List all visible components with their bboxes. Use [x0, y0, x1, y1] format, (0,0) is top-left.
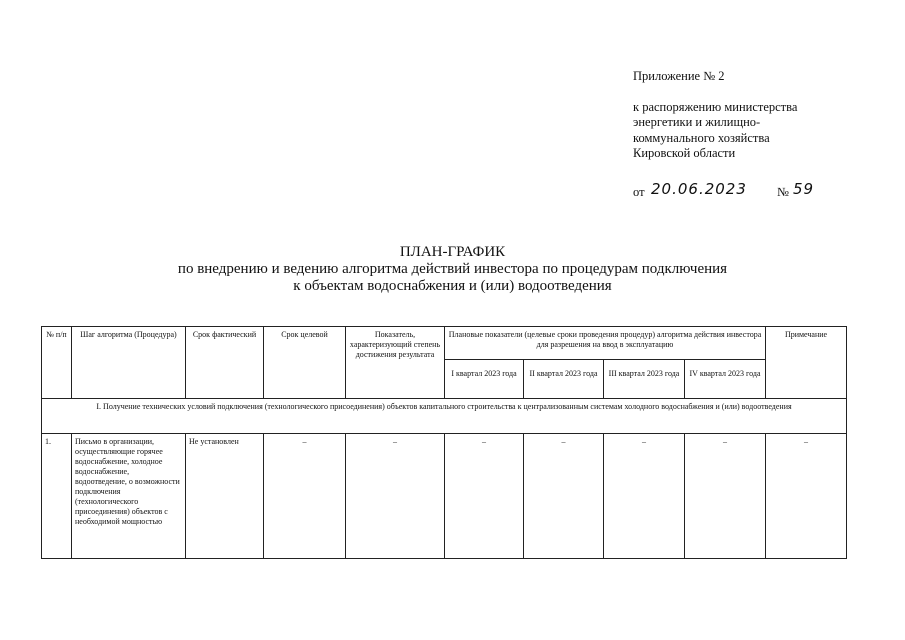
- row-q3: –: [604, 434, 685, 559]
- header-step: Шаг алгоритма (Процедура): [72, 327, 186, 399]
- section-row: [42, 399, 847, 434]
- handwritten-number: 59: [793, 179, 815, 198]
- order-date-row: [633, 179, 815, 202]
- header-quarter-3: III квартал 2023 года: [604, 360, 685, 399]
- from-label: от: [633, 184, 645, 199]
- row-q1: –: [445, 434, 524, 559]
- row-actual: Не установлен: [186, 434, 264, 559]
- number-label: №: [777, 184, 789, 199]
- row-step: Письмо в организации, осуществляющие горячее водоснабжение, холодное водоснабжение, водоотведение, о возможности подключения (технологического присоединения) объектов с необходимой мощностью: [72, 434, 186, 559]
- header-note: Примечание: [766, 327, 847, 399]
- header-quarter-1: I квартал 2023 года: [445, 360, 524, 399]
- document-subtitle-line-2: к объектам водоснабжения и (или) водоотведения: [293, 278, 612, 294]
- header-quarter-4: IV квартал 2023 года: [685, 360, 766, 399]
- document-subtitle-line-1: по внедрению и ведению алгоритма действий инвестора по процедурам подключения: [177, 261, 728, 277]
- section-title: I. Получение технических условий подключения (технологического присоединения) объектов капитального строительства к централизованным системам холодного водоснабжения и (или) водоотведения: [42, 399, 847, 434]
- plan-table: [41, 326, 847, 559]
- row-target: –: [264, 434, 346, 559]
- document-title: ПЛАН-ГРАФИК: [399, 244, 506, 260]
- header-planned: Плановые показатели (целевые сроки проведения процедур) алгоритма действия инвестора для разрешения на ввод в эксплуатацию: [445, 327, 766, 360]
- appendix-line: Кировской области: [633, 146, 736, 160]
- appendix-line: энергетики и жилищно-: [633, 115, 761, 129]
- appendix-line: к распоряжению министерства: [633, 99, 798, 114]
- row-note: –: [766, 434, 847, 559]
- header-quarter-2: II квартал 2023 года: [524, 360, 604, 399]
- header-num: № п/п: [42, 327, 72, 399]
- table-row: [42, 434, 847, 559]
- appendix-title: Приложение № 2: [633, 69, 725, 83]
- row-indicator: –: [346, 434, 445, 559]
- appendix-block: [633, 69, 815, 202]
- handwritten-date: 20.06.2023: [651, 179, 747, 198]
- row-q4: –: [685, 434, 766, 559]
- header-target: Срок целевой: [264, 327, 346, 399]
- header-indicator: Показатель, характеризующий степень достижения результата: [346, 327, 445, 399]
- row-q2: –: [524, 434, 604, 559]
- table-header-row: [42, 327, 847, 360]
- header-actual: Срок фактический: [186, 327, 264, 399]
- row-num: 1.: [42, 434, 72, 559]
- appendix-line: коммунального хозяйства: [633, 130, 770, 145]
